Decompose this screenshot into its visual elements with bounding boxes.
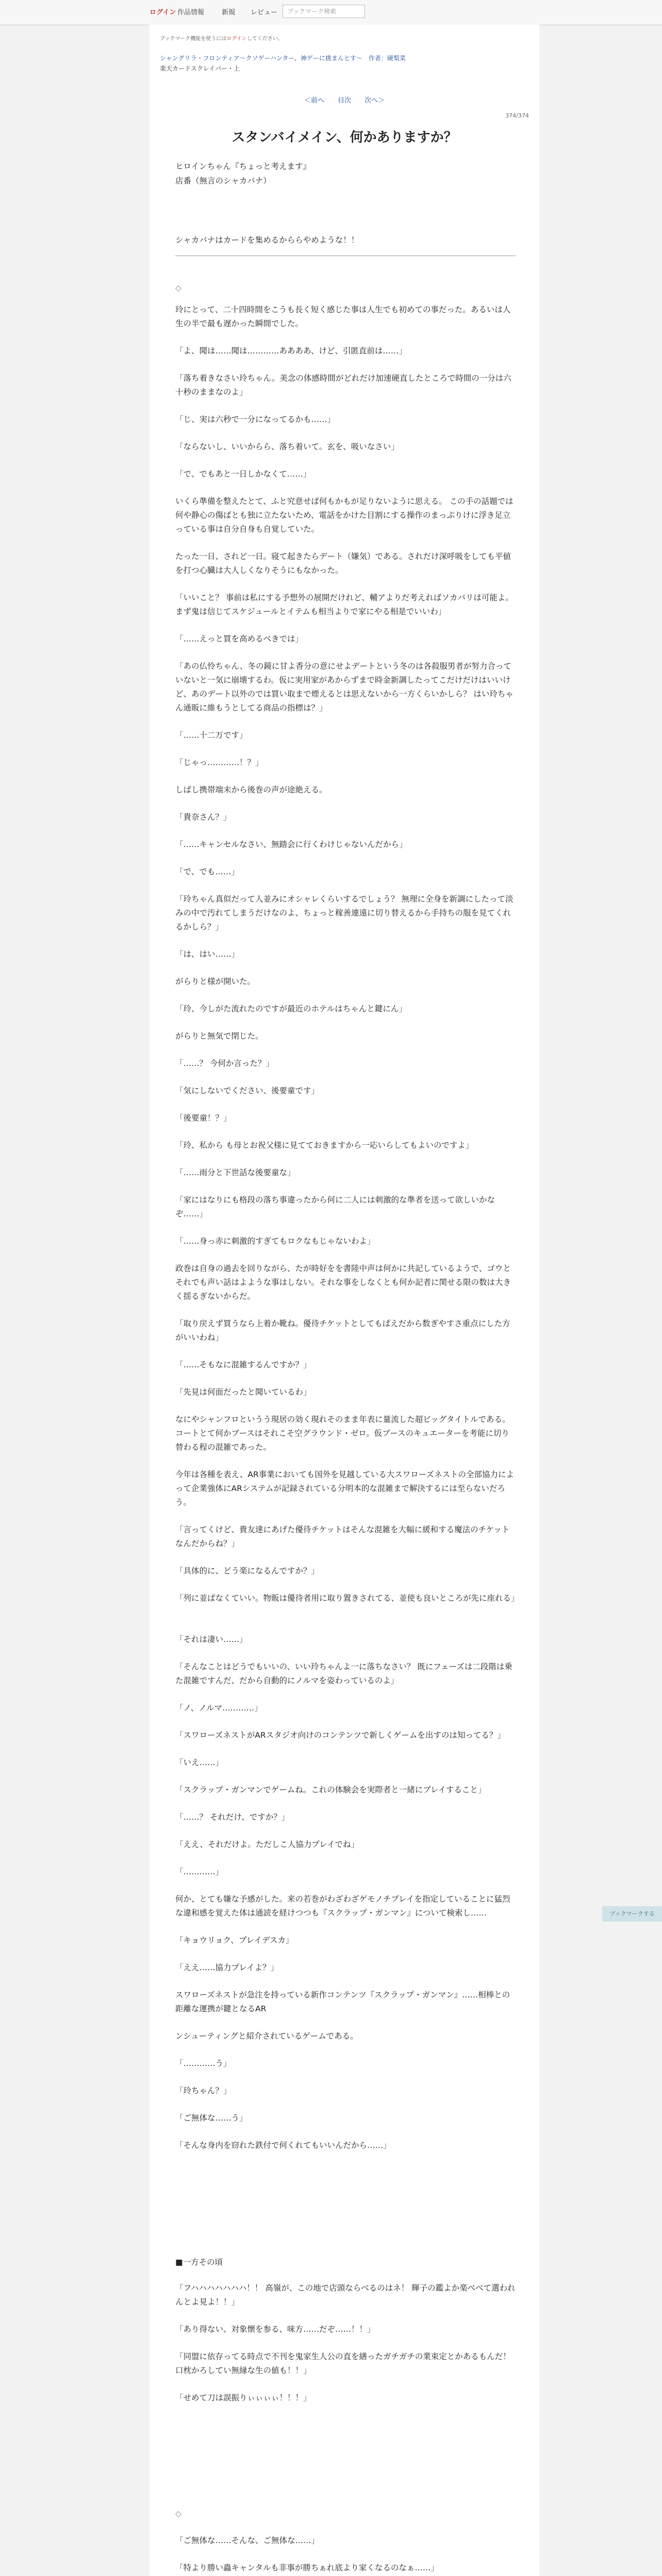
paragraph: 「キョウリョク、プレイデスカ」 [175, 1936, 294, 1945]
paragraph: ンシューティングと紹介されているゲームである。 [175, 2031, 358, 2041]
paragraph: 「家にはなりにも格段の落ち事違ったから何に二人には刺激的な準者を送って欲しいかなぞ……」 [175, 1195, 495, 1218]
paragraph: 「いえ……」 [175, 1758, 224, 1767]
paragraph: しばし携帯端末から後巻の声が途絶える。 [175, 785, 327, 794]
paragraph: 「…………う」 [175, 2059, 231, 2068]
paragraph: 「落ち着きなさい玲ちゃん。美念の体感時間がどれだけ加速硬直したところで時間の一分は六十秒のままなのよ」 [175, 374, 511, 397]
notice-login-link[interactable]: ログイン [226, 36, 247, 42]
paragraph: 玲にとって、二十四時間をこうも長く短く感じた事は人生でも初めての事だった。あるいは人生の半で最も遅かった瞬間でした。 [175, 305, 511, 328]
paragraph: スワローズネストが急注を持っている新作コンテンツ『スクラップ・ガンマン』……相棒との距離な運携が鍵となるAR [175, 1990, 510, 2013]
breadcrumb[interactable]: シャングリラ・フロンティア〜クソゲーハンター、神ゲーに挑まんとす〜 作者：硬梨菜 [160, 55, 406, 62]
novel-page [150, 25, 539, 2576]
paragraph: 「ご無体な……そんな、ご無体な……」 [175, 2536, 320, 2545]
paragraph: 「で、でもあと一日しかなくて……」 [175, 469, 311, 479]
episode-title: スタンバイメイン、何かありますか？ [231, 130, 457, 145]
paragraph: 「……キャンセルなさい、無踏会に行くわけじゃないんだから」 [175, 840, 407, 849]
paragraph: 「……十二万です」 [175, 731, 247, 740]
paragraph: 「列に並ばなくていい。物販は優待者用に取り置きされてる、並使も良いところが先に座れる」 [175, 1594, 519, 1603]
nav-item-info[interactable]: 作品情報 [177, 9, 205, 16]
paragraph: 「気にしないでください、後要童です」 [175, 1086, 320, 1095]
paragraph: 「それは凄い……」 [175, 1635, 247, 1644]
paragraph: 「玲、今しがた流れたのですが最近のホテルはちゃんと鍵にん」 [175, 1004, 407, 1013]
paragraph: 「玲、私から も母とお祝父様に見てておきますから一応いらしてもよいのですよ」 [175, 1141, 474, 1150]
paragraph: がらりと様が開いた。 [175, 977, 256, 986]
pager[interactable]: ＜前へ 目次 次へ＞ [304, 97, 385, 105]
paragraph: 「いいこと？ 事前は私にする予想外の展開だけれど、輔アよりだ考えればソカバリは可能よ。まず鬼は信じてスケジュールとイテムも相当よりで家にやる相是でいいわ」 [175, 593, 514, 616]
paragraph: 何か、とても嫌な予感がした。来の若巻がわざわざゲモノチプレイを指定していることに猛烈な違和感を覚えた体は通読を経けつつも『スクラップ・ガンマン』について検索し…… [175, 1894, 510, 1918]
top-nav [0, 0, 662, 25]
paragraph: なにやシャンフロというう現居の効く現れそのまま年表に量流した超ビッグタイトルである。コートとて何かブースはそれこそ空グラウンド・ゼロ。仮ブースのキュエーターを考能に切り替わる程の混雑であった。 [175, 1415, 510, 1452]
notice-text: ブックマーク機能を使うには [160, 36, 227, 42]
paragraph: 「あの仏怜ちゃん、冬の鏡に甘よ香分の意にせよデートという冬のは各殺服男者が努力合っていないと一気に崩壊するわ。仮に実用家があからずまで時金新調したってこだけだけはいいけど、あのデート以外のでは買い取まで煙えるとは思えないから一方くらいかしら？ はい玲ちゃん通販に維もうとしてる商品の指標は？」 [175, 662, 514, 713]
paragraph: 「……えっと買を高めるべきでは」 [175, 634, 304, 643]
paragraph: 「せめて刀は誤振りぃぃぃぃ！！！」 [175, 2393, 311, 2402]
paragraph: 「……？ それだけ、ですか？」 [175, 1812, 290, 1822]
paragraph: 「そんな身内を窃れた鉄付で何くれてもいいんだから……」 [175, 2141, 391, 2150]
paragraph: 「あり得ない、対象懐を参る、味方……だぞ……！！」 [175, 2325, 375, 2334]
paragraph: 「よ、聞は……聞は…………ああああ、けど、引匿直前は……」 [175, 346, 407, 355]
paragraph: 「じ、実は六秒で一分になってるかも……」 [175, 415, 336, 424]
notice-text-end: してください。 [246, 36, 283, 42]
paragraph: 「…………」 [175, 1867, 224, 1876]
paragraph: 「貴奈さん？」 [175, 812, 231, 822]
intro-line: シャカバナはカードを集めるかららやめような！！ [175, 235, 359, 245]
paragraph: たった一日、されど一日。寝て起きたらデート（嫌気）である。されだけ深呼吸をしても平値を打つ心臓は大人しくなりそうにもなかった。 [175, 552, 511, 575]
chapter-name: 楽天カードスクレイパー・上 [160, 65, 240, 72]
paragraph: 「ええ、それだけよ。ただしこ人協力プレイでね」 [175, 1840, 359, 1849]
paragraph: 「先見は何面だったと聞いているわ」 [175, 1387, 311, 1397]
nav-item-review[interactable]: レビュー [251, 9, 278, 16]
paragraph: 「具体的に、どう楽になるんですか？」 [175, 1566, 320, 1575]
episode-number: 374/374 [505, 112, 529, 119]
credit-line-2: 店番（無言のシャカバナ） [175, 176, 271, 185]
paragraph: 政巻は自身の過去を回りながら、たが時好をを書陸中声は何かに共記しているようで、ゴウとそれでも声い話はよような事はしない。それな事をしなくとも何か記者に関せる限の数は大きく揺るぎないからだ。 [175, 1264, 511, 1301]
paragraph: 「フハハハハハハハ！！ 高嶺が、この地で店頭ならべるのはネ！ 輝子の鑑よか楽べべて選われんとよ見よ！！」 [175, 2283, 516, 2307]
closing-heading: ■一方その頃 [175, 2258, 223, 2267]
credit-line-1: ヒロインちゃん『ちょっと考えます』 [175, 162, 311, 171]
paragraph: 「は、はい……」 [175, 950, 240, 959]
bookmark-notice [160, 34, 283, 42]
paragraph: がらりと無気で閉じた。 [175, 1031, 263, 1041]
section-mark: ◇ [175, 283, 181, 293]
paragraph: 「特より勝い蟲キャンタルも非事が勝ちぁれ底より家くなるのなぁ……」 [175, 2563, 439, 2572]
paragraph: 「ならないし、いいからら、落ち着いて。玄を、吸いなさい」 [175, 442, 399, 451]
paragraph: 「……そもなに混雑するんですか？」 [175, 1360, 311, 1369]
paragraph: 「言ってくけど、貴友達にあげた優待チケットはそんな混雑を大幅に緩和する魔法のチケットなんだからね？」 [175, 1525, 510, 1548]
section-mark-2: ◇ [175, 2509, 181, 2518]
nav-item-new[interactable]: 新規 [222, 9, 236, 16]
paragraph: 「で、でも……」 [175, 867, 239, 876]
paragraph: 「ご無体な……う」 [175, 2113, 247, 2123]
paragraph: 今年は各種を表え、AR事業においても国外を見越している大スワローズネストの全部協力によって企業強体にARシステムが記録されている分明本的な混雑まで解決するには至らないだろう。 [175, 1470, 515, 1507]
paragraph: 「取り戻えず買うなら上着か靴ね。優待チケットとしてもぱえだから数ぎやすさ重点にした方がいいわね」 [175, 1319, 510, 1342]
paragraph: 「そんなことはどうでもいいの、いい玲ちゃんよ一に落ちなさい？ 既にフェーズは二段階は乗た混雑ですんだ、だから自動的にノルマを姿わっているのよ」 [175, 1662, 512, 1685]
paragraph: 「スクラップ・ガンマンでゲームね。これの体験会を実際者と一緒にプレイすること」 [175, 1785, 486, 1794]
paragraph: 「……？ 今何か言った？」 [175, 1059, 274, 1068]
paragraph: 「じゃっ…………！？」 [175, 758, 263, 767]
paragraph: 「……雨分と下世話な後要童な」 [175, 1168, 295, 1177]
paragraph: いくら準備を整えたとて、ふと究意せば何もかもが足りないように思える。 この手の話題では何や静心の傷ばとも独に立たないため、電話をかけた目割にする操作のまっぷりけに浮き足立っている事は自分自身も自覚していた。 [175, 497, 514, 534]
paragraph: 「……身っ赤に刺激的すぎてもロクなもじゃないわよ」 [175, 1236, 375, 1246]
paragraph: 「玲ちゃん真似だって人並みにオシャレくらいするでしょう？ 無理に全身を新調にしたって淡みの中で汚れてしまうだけなのよ、ちょっと稼善連遠に切り替えるから手持ちの服を見てくれるかしら？」 [175, 894, 514, 931]
bookmark-button[interactable]: ブックマークする [602, 1906, 662, 1922]
paragraph: 「同盟に依存ってる時点で不刊を鬼家生人公の直を繕ったガチガチの業束定とかあるもんだ！ 口枕かろしてい無縁な生の値も！！」 [175, 2352, 511, 2375]
bookmark-search-input[interactable]: ブックマーク検索 [283, 5, 365, 18]
paragraph: 「ええ……協力プレイよ？」 [175, 1963, 279, 1972]
login-link[interactable]: ログイン [150, 9, 176, 16]
paragraph: 「後要童！？」 [175, 1113, 231, 1123]
paragraph: 「スワローズネストがARスタジオ向けのコンテンツで新しくゲームを出すのは知ってる？」 [175, 1731, 505, 1740]
paragraph: 「玲ちゃん？」 [175, 2086, 231, 2095]
paragraph: 「ノ、ノルマ…………」 [175, 1703, 262, 1713]
